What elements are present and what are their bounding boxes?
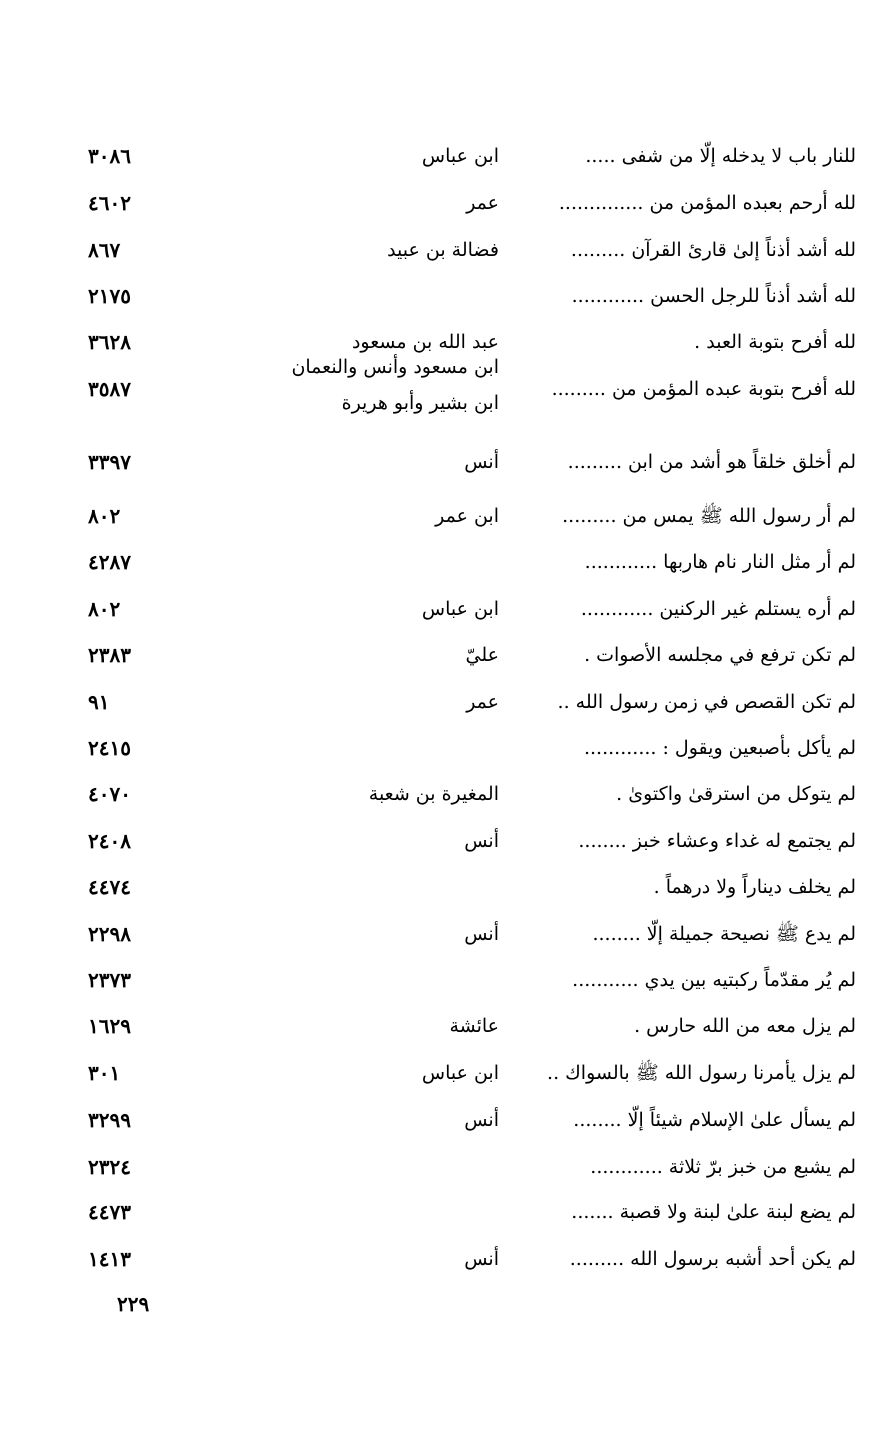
hadith-number: ٣٠٨٦ xyxy=(88,144,131,168)
hadith-text: لم يُر مقدّماً ركبتيه بين يدي ........... xyxy=(572,969,856,991)
hadith-text: لم يأكل بأصبعين ويقول : ............ xyxy=(583,737,856,759)
hadith-number: ٨٦٧ xyxy=(88,238,121,262)
hadith-text: لم يتوكل من استرقىٰ واكتوىٰ . xyxy=(616,783,856,805)
hadith-number: ٨٠٢ xyxy=(88,597,121,621)
narrator: عائشة xyxy=(449,1015,499,1037)
hadith-text: لله أشد أذناً إلىٰ قارئ القرآن ......... xyxy=(570,239,856,261)
index-entry xyxy=(0,1239,891,1279)
hadith-number: ٣٠١ xyxy=(88,1061,121,1085)
hadith-number: ٤٢٨٧ xyxy=(88,550,131,574)
hadith-text: لم يكن أحد أشبه برسول الله ......... xyxy=(569,1248,856,1270)
narrator: أنس xyxy=(464,923,499,945)
index-entry xyxy=(0,589,891,629)
hadith-number: ٢٣٧٣ xyxy=(88,968,131,992)
hadith-number: ٣٢٩٩ xyxy=(88,1108,131,1132)
index-entry xyxy=(0,136,891,176)
index-entry xyxy=(0,276,891,316)
narrator: المغيرة بن شعبة xyxy=(368,783,499,805)
hadith-number: ٩١ xyxy=(88,690,110,714)
hadith-text: لم أر رسول الله ﷺ يمس من ......... xyxy=(562,505,856,527)
index-entry xyxy=(0,230,891,270)
narrator: أنس xyxy=(464,830,499,852)
hadith-text: لله أفرح بتوبة العبد . xyxy=(694,331,856,353)
hadith-number: ٣٦٢٨ xyxy=(88,330,131,354)
index-entry xyxy=(0,682,891,722)
index-entry xyxy=(0,356,891,414)
narrator: أنس xyxy=(464,1248,499,1270)
hadith-text: لم يدع ﷺ نصيحة جميلة إلّا ........ xyxy=(592,923,856,945)
narrator-line: ابن بشير وأبو هريرة xyxy=(341,392,499,414)
hadith-text: لم يزل يأمرنا رسول الله ﷺ بالسواك .. xyxy=(547,1062,856,1084)
hadith-number: ٢٢٩٨ xyxy=(88,922,131,946)
narrator: ابن عمر xyxy=(435,505,499,527)
hadith-text: لم تكن ترفع في مجلسه الأصوات . xyxy=(584,644,856,666)
hadith-number: ٨٠٢ xyxy=(88,504,121,528)
index-entry xyxy=(0,1147,891,1187)
index-entry xyxy=(0,960,891,1000)
page-number: ٢٢٩ xyxy=(117,1292,150,1316)
hadith-number: ٣٣٩٧ xyxy=(88,450,131,474)
index-entry xyxy=(0,728,891,768)
hadith-number: ١٦٢٩ xyxy=(88,1014,131,1038)
index-entry xyxy=(0,1192,891,1232)
narrator-line: ابن مسعود وأنس والنعمان xyxy=(291,356,499,378)
hadith-number: ٤٦٠٢ xyxy=(88,191,131,215)
hadith-text: لم تكن القصص في زمن رسول الله .. xyxy=(557,691,856,713)
hadith-text: لم يجتمع له غداء وعشاء خبز ........ xyxy=(578,830,856,852)
narrator: أنس xyxy=(464,451,499,473)
index-entry xyxy=(0,867,891,907)
hadith-text: لم يسأل علىٰ الإسلام شيئاً إلّا ........ xyxy=(573,1109,856,1131)
index-entry xyxy=(0,821,891,861)
narrator: عمر xyxy=(466,192,499,214)
narrator: ابن عباس xyxy=(421,1062,499,1084)
index-entry xyxy=(0,183,891,223)
hadith-text: لم أخلق خلقاً هو أشد من ابن ......... xyxy=(567,451,856,473)
narrator: عبد الله بن مسعود xyxy=(351,331,499,353)
hadith-number: ٢٣٢٤ xyxy=(88,1155,131,1179)
narrator: عمر xyxy=(466,691,499,713)
narrator: عليّ xyxy=(465,644,499,666)
index-entry xyxy=(0,774,891,814)
hadith-number: ٤٤٧٣ xyxy=(88,1200,131,1224)
hadith-text: لم يخلف ديناراً ولا درهماً . xyxy=(653,876,856,898)
narrator: ابن عباس xyxy=(421,598,499,620)
hadith-number: ١٤١٣ xyxy=(88,1247,131,1271)
hadith-number: ٢٣٨٣ xyxy=(88,643,131,667)
hadith-number: ٢٤٠٨ xyxy=(88,829,131,853)
index-entry xyxy=(0,1006,891,1046)
hadith-text: لم يشبع من خبز برّ ثلاثة ............ xyxy=(590,1156,856,1178)
index-entry xyxy=(0,635,891,675)
hadith-text: لم أره يستلم غير الركنين ............ xyxy=(580,598,856,620)
hadith-text: لله أرحم بعبده المؤمن من .............. xyxy=(558,192,856,214)
index-entry xyxy=(0,1100,891,1140)
hadith-text: لم يزل معه من الله حارس . xyxy=(634,1015,856,1037)
hadith-text: لله أشد أذناً للرجل الحسن ............ xyxy=(571,285,856,307)
hadith-number: ٣٥٨٧ xyxy=(88,377,131,401)
index-entry xyxy=(0,1053,891,1093)
narrator: فضالة بن عبيد xyxy=(387,239,499,261)
hadith-text: للنار باب لا يدخله إلّا من شفى ..... xyxy=(585,145,856,167)
hadith-number: ٢٤١٥ xyxy=(88,736,131,760)
narrator: ابن عباس xyxy=(421,145,499,167)
index-entry xyxy=(0,914,891,954)
index-entry xyxy=(0,542,891,582)
hadith-number: ٤٠٧٠ xyxy=(88,782,131,806)
hadith-text: لم أر مثل النار نام هاربها ............ xyxy=(584,551,856,573)
hadith-text: لله أفرح بتوبة عبده المؤمن من ......... xyxy=(551,378,856,400)
index-entry xyxy=(0,442,891,482)
narrator: أنس xyxy=(464,1109,499,1131)
hadith-number: ٤٤٧٤ xyxy=(88,875,131,899)
hadith-text: لم يضع لبنة علىٰ لبنة ولا قصبة ....... xyxy=(571,1201,856,1223)
narrator xyxy=(259,349,499,421)
index-entry xyxy=(0,496,891,536)
hadith-number: ٢١٧٥ xyxy=(88,284,131,308)
